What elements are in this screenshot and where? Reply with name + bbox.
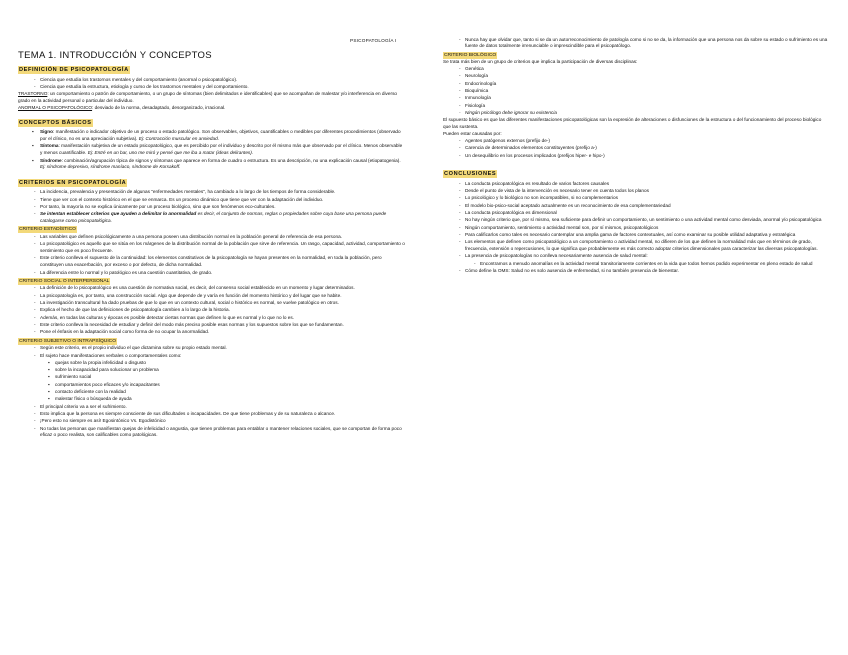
list-item: - La incidencia, prevalencia y presentación de algunas "enfermedades mentales", ha cambiado a lo largo de los tiempos de forma considerable. (18, 189, 405, 196)
list-item: - No todas las personas que manifiestan quejas de infelicidad o angustia, que tienen problemas para entablar o mantener relaciones sociales, que se comportan de forma poco eficaz o poco realista, son calificables como patológicas. (18, 426, 405, 440)
list-item: - Para calificarlos como tales es necesario contemplar una amplia gama de factores contextuales, así como examinar su posible utilidad adaptativa y estratégica (443, 232, 830, 239)
biologico-paragraph: El supuesto básico es que las diferentes manifestaciones psicopatológicas son la expresión de alteraciones o disfunciones de la estructura o del funcionamiento del proceso biológico que las sustenta. (443, 117, 822, 130)
term: TRASTORNO (18, 91, 48, 97)
left-column (18, 60, 405, 440)
list-item (18, 143, 405, 157)
list-item: - Las variables que definen psicológicamente a una persona poseen una distribución normal en la población general de referencia de esa persona. (18, 234, 405, 241)
list-item: - Además, en todas las culturas y épocas es posible detectar ciertas normas que definen lo que es normal y lo que no lo es. (18, 315, 405, 322)
social-list (18, 285, 405, 336)
list-item: - Ningún comportamiento, sentimiento o actividad mental son, por sí mismos, psicopatológicos (443, 225, 830, 232)
list-item: - Encontramos a menudo anomalías en la actividad mental transitoriamente corrientes en la vida que todos hemos podido experimentar en pleno estado de salud (443, 261, 830, 268)
term-text: : un comportamiento o patrón de comportamiento, o un grupo de síntomas (bien delimitados e identificables) que se acompañan de malestar y/o interferencia en diverso grado en la actividad personal o particular del individuo. (18, 91, 398, 104)
conclusions-list (443, 181, 830, 260)
list-item: ▪ sobre la incapacidad para solucionar un problema (18, 367, 405, 374)
subheading-social: CRITERIO SOCIAL O INTERPERSONAL (19, 278, 110, 284)
list-item: - Inmunología (443, 95, 830, 102)
list-item: - La conducta psicopatológica es resultado de varios factores causales (443, 181, 830, 188)
causes-list (443, 138, 830, 159)
term: Síndrome (40, 157, 62, 163)
emphasis-rest: es decir, el conjunto de normas, reglas o propiedades sobre cuya base una persona puede catalogarse como psicopatológica. (40, 211, 387, 224)
subjetivo-list-2 (18, 404, 405, 440)
list-item: - Ningún psicólogo debe ignorar su existencia (443, 110, 830, 117)
subheading-subjetivo: CRITERIO SUBJETIVO O INTRAPSÍQUICO (19, 338, 117, 344)
list-item: ▪ contacto deficiente con la realidad (18, 389, 405, 396)
list-item: - Ciencia que estudia la estructura, etiología y curso de los trastornos mentales y del comportamiento. (18, 84, 405, 91)
definition-list (18, 77, 405, 91)
list-item: - La conducta psicopatológica es dimensional (443, 210, 830, 217)
section-heading-conceptos: CONCEPTOS BÁSICOS (19, 119, 92, 126)
list-item: - Ciencia que estudia los trastornos mentales y del comportamiento (anormal o psicopatológico). (18, 77, 405, 84)
subjetivo-list (18, 345, 405, 359)
example: Ej: Contracción muscular en ansiedad. (138, 136, 220, 142)
term-text: : manifestación subjetiva de un estado psicopatológico, que es percibido por el individuo y descrito por él mismo más que observado por el clínico. Menos observable y menos cuantificable. (40, 143, 403, 156)
document-title: TEMA 1. INTRODUCCIÓN Y CONCEPTOS (18, 50, 212, 62)
anormal-definition (18, 105, 405, 112)
conclusions-list-last (443, 268, 830, 275)
list-item: - Desde el punto de vista de la intervención es necesario tener en cuenta todos los planos (443, 188, 830, 195)
term: Síntoma (40, 143, 59, 149)
subheading-estadistico: CRITERIO ESTADÍSTICO (19, 227, 76, 233)
trastorno-definition (18, 91, 405, 105)
list-item: - La psicopatología es, por tanto, una construcción social. Algo que depende de y varía en función del momento histórico y del lugar que se habite. (18, 293, 405, 300)
emphasis: Se intentan establecer criterios que ayuden a delimitar lo anormalidad (40, 211, 197, 217)
list-item: ▪ quejas sobre la propia infelicidad o disgusto (18, 360, 405, 367)
term-text: : desviado de la norma, desadaptado, desorganizado, irracional. (92, 104, 226, 110)
right-column (443, 36, 830, 275)
list-item: - No hay ningún criterio que, por sí mismo, sea suficiente para definir un comportamiento, un sentimiento o una actividad mental como desviada, anormal y/o psicopatológica (443, 217, 830, 224)
conclusions-nested-list (443, 261, 830, 268)
list-item: - Agentes patógenos externos (prefijo de-) (443, 138, 830, 145)
list-item (18, 158, 405, 172)
list-item: - ¡Pero esto no siempre es así! Egosintónico Vs. Egodistónico (18, 418, 405, 425)
biologico-list (443, 66, 830, 117)
list-item: ▪ comportamientos poco eficaces y/o incapacitantes (18, 382, 405, 389)
list-item: - Este criterio conlleva el supuesto de la continuidad: los elementos constitutivos de la psicopatología se hayan presentes en la normalidad, en toda la población, pero constituyen una exacerbación, por exceso o por defecto, de dicha normalidad. (18, 255, 405, 269)
list-item: - Nunca hay que olvidar que, tanto si se da un autorreconocimiento de patología como si no se da, la información que una persona nos da sobre su estado o sufrimiento es una fuente de datos totalmente irrenunciable o imprescindible para el psicopatólogo. (443, 37, 830, 51)
biologico-intro: Se trata más bien de un grupo de criterios que implica la participación de diversas disciplinas: (443, 58, 638, 64)
list-item: - La investigación transcultural ha dado pruebas de que lo que en un contexto cultural, social o histórico es normal, se vuelve patológico en otros. (18, 300, 405, 307)
list-item: - El principal criterio va a ser el sufrimiento. (18, 404, 405, 411)
list-item: ▪ sufrimiento social (18, 374, 405, 381)
biologico-paragraph: Pueden estar causadas por: (443, 130, 502, 136)
list-item: - Tiene que ver con el contexto histórico en el que se enmarca. Es un proceso dinámico que tiene que ver con la adaptación del individuo. (18, 197, 405, 204)
subject-header: PSICOPATOLOGÍA I (350, 38, 397, 43)
list-item: - Por tanto, la mayoría no se explica únicamente por un proceso biológico, sino que son fenómenos eco-culturales. (18, 204, 405, 211)
list-item: - Bioquímica (443, 88, 830, 95)
term-text: : manifestación o indicador objetivo de un proceso o estado patológico. Son observables, objetivos, cuantificables o medibles por diferentes procedimientos (observado por el clínico, no es una apreciación subjetiva). (40, 129, 401, 142)
criteria-list (18, 189, 405, 225)
list-item: ▪ malestar físico o búsqueda de ayuda (18, 396, 405, 403)
list-item: - La diferencia entre lo normal y lo patológico es una cuestión cuantitativa, de grado. (18, 270, 405, 277)
example: Ej: síndrome depresivo, síndrome maníaco, síndrome de Korsakoff. (40, 164, 181, 170)
list-item: - Cómo define la OMS: Salud no es solo ausencia de enfermedad, si no también presencia de bienestar. (443, 268, 830, 275)
list-item: - La presencia de psicopatologías no conlleva necesariamente ausencia de salud mental: (443, 253, 830, 260)
list-item: - Carencia de determinados elementos constituyentes (prefijo a-) (443, 145, 830, 152)
list-item: - Esto implica que la persona es siempre consciente de sus dificultades o incapacidades. De que tiene problemas y de su naturaleza o alcance. (18, 411, 405, 418)
list-item: - Los elementos que definen como psicopatológico a un comportamiento o actividad mental, no difieren de los que definen la normalidad más que en términos de grado, frecuencia, extensión o repercusiones, lo que significa que probablemente es más correcto adoptar criterios dimensionales para caracterizar las diversas psicopatologías. (443, 239, 830, 253)
concepts-list (18, 129, 405, 171)
list-item: - El modelo bio-psico-social aceptado actualmente es un reconocimiento de esa complementariedad (443, 203, 830, 210)
list-item: - Neurología (443, 73, 830, 80)
list-item: - Un desequilibrio en los procesos implicados (prefijos hiper- e hipo-) (443, 153, 830, 160)
list-item: - Explica el hecho de que las definiciones de psicopatología cambien a lo largo de la historia. (18, 307, 405, 314)
subheading-biologico: CRITERIO BIOLÓGICO (444, 52, 497, 58)
list-item: - Lo psicológico y lo biológico no son incompatibles, si no complementarios (443, 195, 830, 202)
list-item (18, 129, 405, 143)
list-item: - Lo psicopatológico es aquello que se sitúa en los márgenes de la distribución normal de la población que sirve de referencia. Un rasgo, capacidad, actividad, comportamiento o sentimiento que es poco frecuente. (18, 241, 405, 255)
estadistico-list (18, 234, 405, 276)
list-item: - Este criterio conlleva la necesidad de estudiar y definir del modo más preciso posible esas normas y los supuestos sobre los que se fundamentan. (18, 322, 405, 329)
section-heading-conclusiones: CONCLUSIONES (444, 171, 497, 178)
list-item: - Fisiología (443, 103, 830, 110)
list-item: - La definición de lo psicopatológico es una cuestión de normativa social, es decir, del consenso social establecido en un momento y lugar determinados. (18, 285, 405, 292)
list-item: - Pone el énfasis en la adaptación social como forma de no ocupar la anormalidad. (18, 329, 405, 336)
term: Signo (40, 129, 54, 135)
list-item: - El sujeto hace manifestaciones verbales o comportamentales como: (18, 353, 405, 360)
subjetivo-nested-list (18, 360, 405, 403)
section-heading-criterios: CRITERIOS EN PSICOPATOLOGÍA (19, 179, 127, 186)
example: Ej: Entré en un bar, uno me miró y pensé que me iba a matar (ideas delirantes). (87, 150, 254, 156)
list-item: - Según este criterio, es el propio individuo el que dictamina sobre su propio estado mental. (18, 345, 405, 352)
list-item: - Genética (443, 66, 830, 73)
section-heading-definicion: DEFINICIÓN DE PSICOPATOLOGÍA (19, 67, 129, 73)
right-top-list (443, 37, 830, 51)
term: ANORMAL O PSICOPATOLÓGICO (18, 104, 93, 110)
list-item: - Endocrinología (443, 81, 830, 88)
term-text: : combinación/agrupación típica de signos y síntomas que aparece en forma de cuadro o estructura. Es una descripción, no una explicación causal (etiopatogenia). (61, 157, 401, 163)
list-item (18, 211, 405, 225)
